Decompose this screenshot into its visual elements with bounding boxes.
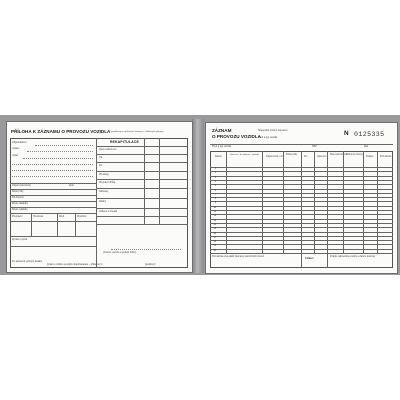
header-label: SPZ (312, 145, 317, 148)
table-row (210, 189, 393, 190)
field-label: Místo jízdy (12, 190, 24, 193)
field-label: Vydání (12, 147, 20, 150)
table-row (210, 244, 393, 248)
header-label: Rok (364, 145, 369, 148)
column-header: Ujeté km (317, 155, 327, 158)
footer-note: (jméno, razítko a podpis objednavatele – přikazce) č. (47, 263, 103, 266)
row-number: 13 (213, 219, 216, 222)
serial-prefix: N (344, 130, 349, 137)
row-number: 2 (214, 172, 216, 175)
row-number: 15 (213, 228, 216, 231)
table-row (210, 197, 393, 201)
table-row (210, 223, 393, 224)
row-number: 14 (213, 223, 216, 226)
row-number: 3 (214, 176, 216, 179)
field-label: Zpráva o jízdě (12, 238, 28, 241)
row-number: 19 (213, 245, 216, 248)
row-number: 4 (214, 180, 216, 183)
table-row (210, 171, 393, 175)
row-number: 7 (214, 193, 216, 196)
row-number: 1 (214, 168, 216, 170)
column-header: Stav tachometru (330, 153, 348, 156)
fill-line[interactable] (35, 145, 93, 146)
recap-row: Přesčasy (99, 173, 109, 176)
recap-row: Zálohy (99, 200, 107, 203)
column-header: Km (304, 155, 308, 158)
column-header: Pohonné hmoty (346, 153, 363, 156)
row-number: 18 (213, 241, 216, 244)
fill-line[interactable] (27, 151, 93, 152)
recap-header: REKAPITULACE (110, 140, 139, 144)
row-number: 6 (214, 189, 216, 192)
recap-row: Ujeté celkem km (99, 148, 117, 151)
table-row (210, 201, 393, 205)
field-label: Zpět (69, 184, 74, 187)
field-label: Objednávka č. (12, 141, 28, 144)
row-number: 10 (213, 206, 216, 209)
row-number: 17 (213, 236, 216, 239)
table-row (210, 214, 393, 218)
serial-number: 0125335 (354, 131, 385, 138)
table-row (210, 219, 393, 220)
table-row (210, 210, 393, 211)
cargo-header: Druh (59, 215, 65, 218)
header-label: Druh a typ vozidla (258, 136, 278, 139)
column-header: Datum (215, 155, 223, 158)
field-label: Místo vykládky (12, 208, 28, 211)
table-row (210, 240, 393, 244)
recap-row: Do (99, 164, 103, 167)
recap-row: Od (99, 156, 103, 159)
row-number: 16 (213, 232, 216, 235)
footer-note: (Jméno, razítko a podpis řidiče) (103, 251, 137, 254)
footer-note: Poznámka více-další záznamy kontrolních úkonů (212, 255, 264, 258)
table-row (210, 180, 393, 181)
logbook-page (205, 122, 398, 274)
fill-line[interactable] (12, 170, 93, 171)
field-label: Místo nakládky (12, 202, 28, 205)
attachment-page (6, 121, 193, 273)
total-label: Celkem (305, 257, 314, 260)
table-row (210, 227, 393, 231)
logbook-title-line1: ZÁZNAM (212, 128, 232, 133)
field-label: Odjezd (den/hod.) (12, 184, 32, 187)
fill-line[interactable] (23, 158, 93, 159)
row-number: 9 (214, 202, 216, 205)
row-number: 8 (214, 198, 216, 201)
column-header: Odjezd hod. min (266, 155, 284, 158)
row-number: 20 (213, 249, 216, 252)
fill-line[interactable] (12, 164, 93, 165)
header-label: Stanoviště (místo) dopravce (258, 129, 288, 132)
header-label: Druh a typ vozidla (212, 145, 232, 148)
attachment-title: PŘÍLOHA K ZÁZNAMU O PROVOZU VOZIDLA (11, 129, 111, 134)
cargo-header: Množství (77, 215, 87, 218)
table-row (210, 232, 393, 233)
fill-line[interactable] (12, 176, 93, 177)
table-row (210, 184, 393, 188)
cargo-header: Hmotnost (33, 215, 44, 218)
row-number: 12 (213, 215, 216, 218)
row-number: 5 (214, 185, 216, 188)
table-row (210, 249, 393, 250)
table-row (210, 206, 393, 207)
table-row (210, 193, 393, 194)
footer-note: Podpis odpovědné osoby a datum kontroly (330, 255, 376, 258)
footer-note: (podpis) č. (145, 263, 157, 266)
column-divider (96, 138, 97, 268)
signature-line[interactable] (111, 249, 181, 250)
table-row (210, 236, 393, 237)
logbook-title-line2: O PROVOZU VOZIDLA (212, 134, 262, 139)
column-header: Podpis (366, 155, 374, 158)
cargo-header: Přepravní (12, 215, 23, 218)
column-header: Poznámka (380, 155, 392, 158)
column-header: Úsek od – do (odjezd – příjezd) (230, 154, 259, 156)
footer-note: Ke spisovně vyřízení dodání (12, 260, 43, 263)
row-number: 11 (213, 211, 216, 213)
book-spine (192, 119, 204, 273)
recap-row: Přepravní lhůta (99, 181, 116, 184)
recap-row: Celkem k úhradě (99, 210, 118, 213)
field-label: Vydal (12, 154, 18, 157)
column-header: Doba jízdy (286, 153, 298, 156)
table-row (210, 176, 393, 177)
recap-row: Náhrady (99, 190, 109, 193)
attachment-title-note: (podklad pro vyúčtování tiskopisu – dálkových přípojů) (111, 131, 164, 133)
field-label: Druh/počet (12, 196, 24, 199)
